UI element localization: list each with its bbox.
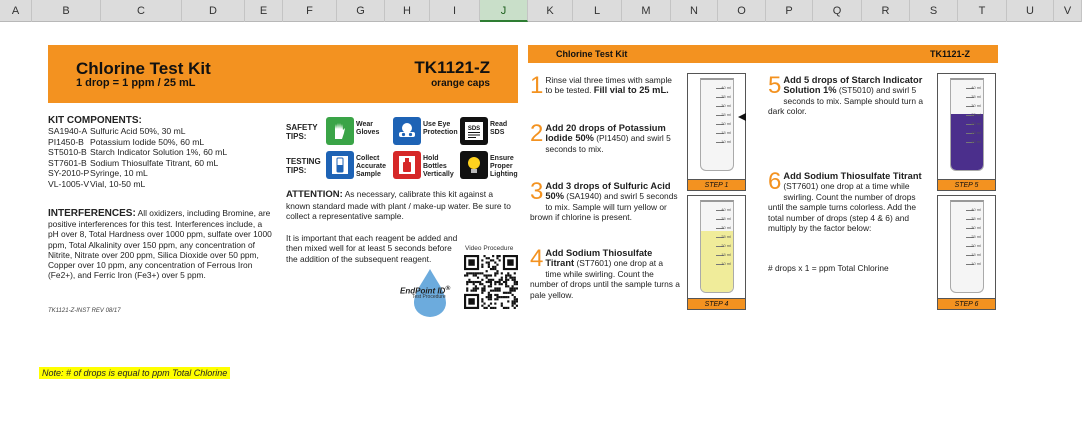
testing-tips-row — [286, 151, 518, 185]
column-header-i[interactable]: I — [430, 0, 480, 22]
column-header-a[interactable]: A — [0, 0, 32, 22]
revision-footer: TK1121-Z-INST REV 08/17 — [48, 308, 121, 314]
step-text: (ST5010) and swirl 5 seconds to mix. Sample should turn a dark color. — [768, 85, 924, 117]
graduation-mark: 35 ml — [721, 216, 731, 221]
safety-tip-text: Read SDS — [490, 121, 508, 137]
component-code: SA1940-A — [48, 126, 88, 136]
column-header-r[interactable]: R — [862, 0, 910, 22]
sds-icon — [460, 117, 488, 145]
vial-icon — [950, 200, 984, 293]
step-5 — [768, 72, 928, 117]
step-text: Rinse vial three times with sample to be tested. — [545, 75, 672, 96]
column-header-e[interactable]: E — [245, 0, 283, 22]
step-number: 3 — [530, 178, 544, 205]
video-procedure-label: Video Procedure — [465, 245, 514, 252]
component-desc: Vial, 10-50 mL — [90, 178, 146, 189]
step-1 — [530, 72, 680, 99]
component-code: PI1450-B — [48, 136, 84, 147]
vial-illustration — [937, 195, 996, 310]
component-desc: Potassium Iodide 50%, 60 mL — [90, 136, 205, 147]
goggles-icon — [393, 117, 421, 145]
column-header-g[interactable]: G — [337, 0, 385, 22]
right-header-band — [528, 45, 998, 63]
column-header-h[interactable]: H — [385, 0, 430, 22]
column-header-v[interactable]: V — [1054, 0, 1082, 22]
vial-illustration — [937, 73, 996, 191]
safety-tips-row — [286, 117, 518, 151]
graduation-mark: 20 ml — [971, 243, 981, 248]
step-3 — [530, 178, 680, 223]
step-text: (ST7601) one drop at a time while swirling. Count the number of drops until the sample turns colorless. Add the total number of drops (step 4 & 6) and multiply by the factor below: — [768, 181, 917, 234]
step-bold-text: Add 20 drops of Potassium Iodide 50% — [545, 123, 666, 144]
vial-illustration — [687, 73, 746, 191]
bulb-icon — [460, 151, 488, 179]
step-4 — [530, 245, 680, 300]
vial-icon — [700, 78, 734, 171]
safety-tip — [393, 117, 458, 147]
column-header-c[interactable]: C — [101, 0, 182, 22]
column-header-d[interactable]: D — [182, 0, 245, 22]
step-6 — [768, 168, 928, 234]
svg-text:SDS: SDS — [467, 126, 481, 132]
step-bold-text: Add 3 drops of Sulfuric Acid 50% — [545, 181, 671, 202]
step-bold-text: Add 5 drops of Starch Indicator Solution 1% — [783, 75, 923, 96]
column-header-j[interactable]: J — [480, 0, 528, 22]
graduation-mark: 35 ml — [971, 94, 981, 99]
component-code: SY-2010-P — [48, 168, 90, 179]
step-text: (SA1940) and swirl 5 seconds to mix. Sample will turn yellow or brown if chlorine is present. — [530, 191, 678, 223]
graduation-mark: 20 ml — [971, 121, 981, 126]
instructions-right-panel — [528, 45, 998, 310]
component-row — [48, 158, 227, 169]
step-number: 4 — [530, 245, 544, 272]
kit-subtitle: 1 drop = 1 ppm / 25 mL — [76, 77, 196, 89]
graduation-mark: 40 ml — [721, 85, 731, 90]
column-header-s[interactable]: S — [910, 0, 958, 22]
graduation-mark: 30 ml — [721, 225, 731, 230]
attention-block — [286, 189, 518, 222]
graduation-mark: 10 ml — [721, 261, 731, 266]
vial-step-label: STEP 1 — [688, 179, 745, 190]
component-desc: Sodium Thiosulfate Titrant, 60 mL — [90, 157, 219, 168]
kit-title: Chlorine Test Kit — [76, 59, 211, 78]
testing-tips-label: TESTING TIPS: — [286, 157, 321, 175]
column-header-l[interactable]: L — [573, 0, 622, 22]
column-header-o[interactable]: O — [718, 0, 766, 22]
column-header-u[interactable]: U — [1007, 0, 1054, 22]
interferences-block — [48, 208, 273, 280]
step-2 — [530, 120, 680, 154]
graduation-mark: 40 ml — [971, 85, 981, 90]
column-header-b[interactable]: B — [32, 0, 101, 22]
graduation-mark: 40 ml — [721, 207, 731, 212]
step-bold-text: Add Sodium Thiosulfate Titrant — [545, 248, 653, 269]
testing-tip — [460, 151, 522, 181]
attention-text: As necessary, calibrate this kit against a known standard made with plant / make-up water. Be sure to collect a representative sample. — [286, 189, 511, 222]
graduation-mark: 25 ml — [971, 234, 981, 239]
component-code: ST5010-B — [48, 147, 87, 158]
column-header-k[interactable]: K — [528, 0, 573, 22]
testing-tip-text: Hold Bottles Vertically — [423, 155, 454, 179]
graduation-mark: 10 ml — [971, 261, 981, 266]
graduation-mark: 15 ml — [971, 130, 981, 135]
column-header-p[interactable]: P — [766, 0, 813, 22]
vial-icon — [326, 151, 354, 179]
column-header-m[interactable]: M — [622, 0, 671, 22]
safety-tip — [326, 117, 388, 147]
graduation-mark: 20 ml — [721, 243, 731, 248]
safety-tip-text: Use Eye Protection — [423, 121, 458, 137]
component-row — [48, 179, 227, 190]
component-desc: Syringe, 10 mL — [90, 168, 148, 179]
graduation-mark: 10 ml — [721, 139, 731, 144]
kit-code: TK1121-Z — [414, 58, 490, 77]
left-header-band — [48, 45, 518, 103]
safety-tips-label: SAFETY TIPS: — [286, 123, 318, 141]
interferences-text: All oxidizers, including Bromine, are positive interferences for this test. Interferences include, a pH over 8, Total Hardness over 1000 ppm, sulfate over 1000 ppm, Total Alkalinity over 150 ppm, any concentration of Nitrite, Nitrate over 200 ppm, Silica Dioxide over 50 ppm, Copper over 10 ppm, any concentration of Ferrous Iron (Fe2+), and Ferric Iron (Fe3+) over 5 ppm. — [48, 208, 272, 281]
vial-step-label: STEP 6 — [938, 298, 995, 309]
vial-step-label: STEP 4 — [688, 298, 745, 309]
testing-tip-text: Ensure Proper Lighting — [490, 155, 518, 179]
step-bold-text: Fill vial to 25 mL. — [593, 85, 669, 96]
attention-heading: ATTENTION: — [286, 189, 343, 200]
tips-section — [286, 117, 518, 185]
component-row — [48, 147, 227, 158]
vial-icon — [950, 78, 984, 171]
component-row — [48, 137, 227, 148]
graduation-mark: 30 ml — [971, 225, 981, 230]
column-header-n[interactable]: N — [671, 0, 718, 22]
graduation-mark: 30 ml — [721, 103, 731, 108]
column-header-q[interactable]: Q — [813, 0, 862, 22]
graduation-mark: 30 ml — [971, 103, 981, 108]
column-header-f[interactable]: F — [283, 0, 337, 22]
vial-step-label: STEP 5 — [938, 179, 995, 190]
logo-sub: Test Procedure — [412, 294, 446, 300]
graduation-mark: 25 ml — [971, 112, 981, 117]
graduation-mark: 10 ml — [971, 139, 981, 144]
component-desc: Starch Indicator Solution 1%, 60 mL — [90, 147, 228, 158]
graduation-mark: 40 ml — [971, 207, 981, 212]
step-bold-text: Add Sodium Thiosulfate Titrant — [783, 171, 922, 181]
step-number: 5 — [768, 72, 782, 99]
graduation-mark: 20 ml — [721, 121, 731, 126]
formula-text: # drops x 1 = ppm Total Chlorine — [768, 263, 889, 273]
kit-components-heading: KIT COMPONENTS: — [48, 115, 142, 126]
logo-name: EndPoint ID — [400, 286, 446, 296]
instructions-left-panel — [48, 45, 518, 325]
fill-arrow-icon — [738, 113, 746, 121]
right-kit-code: TK1121-Z — [929, 49, 970, 59]
component-code: VL-1005-V — [48, 178, 90, 189]
kit-components-list — [48, 126, 227, 190]
step-number: 6 — [768, 168, 782, 195]
step-number: 2 — [530, 120, 544, 147]
testing-tip — [393, 151, 455, 181]
step-text: (PI1450) and swirl 5 seconds to mix. — [545, 133, 671, 154]
important-note: It is important that each reagent be added and then mixed well for at least 5 seconds before the addition of the subsequent reagent. — [286, 233, 458, 264]
graduation-mark: 15 ml — [721, 252, 731, 257]
step-number: 1 — [530, 72, 544, 99]
component-desc: Sulfuric Acid 50%, 30 mL — [90, 126, 186, 136]
interferences-heading: INTERFERENCES: — [48, 208, 136, 219]
column-header-t[interactable]: T — [958, 0, 1007, 22]
graduation-mark: 25 ml — [721, 112, 731, 117]
right-kit-title: Chlorine Test Kit — [556, 49, 628, 59]
testing-tip-text: Collect Accurate Sample — [356, 155, 386, 179]
vial-icon — [700, 200, 734, 293]
component-code: ST7601-B — [48, 157, 87, 168]
column-header-bar — [0, 0, 1082, 22]
kit-caps: orange caps — [431, 78, 490, 89]
component-row — [48, 126, 227, 137]
graduation-mark: 35 ml — [721, 94, 731, 99]
step-text: (ST7601) one drop at a time while swirling. Count the number of drops until the sample turns a pale yellow. — [530, 258, 680, 300]
logo-reg: ® — [445, 285, 451, 292]
graduation-mark: 25 ml — [721, 234, 731, 239]
gloves-icon — [326, 117, 354, 145]
qr-code-icon[interactable] — [464, 255, 518, 309]
safety-tip — [460, 117, 522, 147]
safety-tip-text: Wear Gloves — [356, 121, 380, 137]
vial-illustration — [687, 195, 746, 310]
spreadsheet-note-cell[interactable]: Note: # of drops is equal to ppm Total Chlorine — [39, 367, 230, 379]
graduation-mark: 35 ml — [971, 216, 981, 221]
component-row — [48, 168, 227, 179]
endpoint-logo — [400, 267, 460, 317]
graduation-mark: 15 ml — [721, 130, 731, 135]
testing-tip — [326, 151, 388, 181]
graduation-mark: 15 ml — [971, 252, 981, 257]
bottle-icon — [393, 151, 421, 179]
